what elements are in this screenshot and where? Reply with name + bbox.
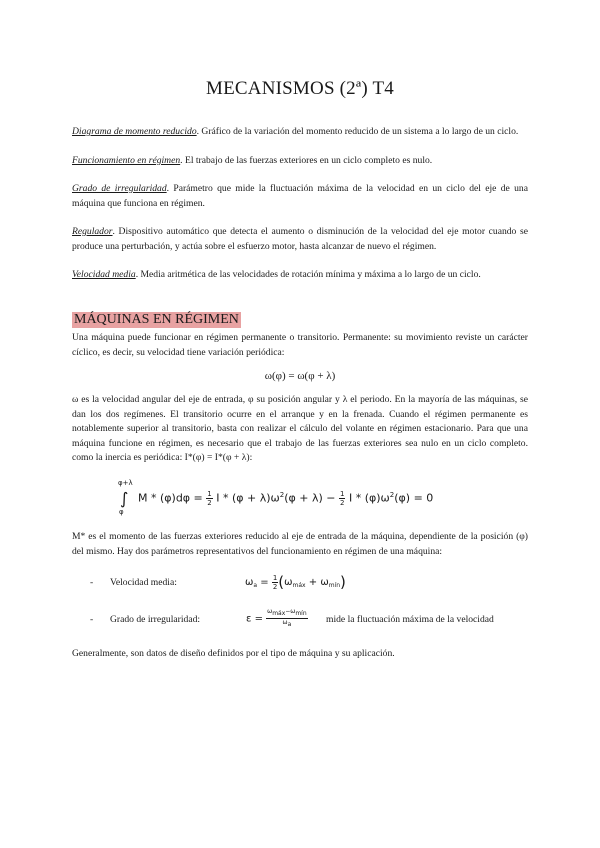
- mean-velocity-formula: $\omega_a$ = $\frac{1}{2}$ $(\omega_{máx} + \omega_{mín})$: [245, 573, 346, 591]
- definition-item: [72, 225, 528, 254]
- definition-text: . Media aritmética de las velocidades de rotación mínima y máxima a lo largo de un ciclo.: [135, 269, 481, 280]
- param-label: Velocidad media:: [110, 577, 177, 588]
- page-title: MECANISMOS (2ª) T4: [206, 78, 394, 99]
- half-fraction: $\frac{1}{2}$: [207, 490, 212, 507]
- closing-paragraph: Generalmente, son datos de diseño definidos por el tipo de máquina y su aplicación.: [72, 648, 395, 659]
- definition-term: Diagrama de momento reducido: [72, 126, 197, 137]
- definition-item: [72, 154, 528, 169]
- definition-text: . Gráfico de la variación del momento reducido de un sistema a lo largo de un ciclo.: [196, 126, 519, 137]
- periodicity-equation: ω(φ) = ω(φ + λ): [264, 370, 336, 382]
- definition-item: [72, 268, 528, 283]
- definition-item: [72, 182, 528, 211]
- definition-item: [72, 125, 528, 140]
- param-note: mide la fluctuación máxima de la velocidad: [326, 614, 494, 625]
- lower-limit: φ: [119, 508, 124, 516]
- work-integral-equation: φ+λ ∫ φ M * (φ)dφ = $\frac{1}{2}$ $I * (\varphi + \lambda)\omega^2(\varphi + \lambda)$ − $\frac{1}{2}$ $I * (\varphi)\omega^2(\varphi) = 0$: [118, 479, 434, 516]
- section-intro: Una máquina puede funcionar en régimen permanente o transitorio. Permanente: su movimiento reviste un carácter cíclico, es decir, su velocidad tiene variación periódica:: [72, 332, 528, 358]
- integral-body: M * (φ)dφ = $\frac{1}{2}$ $I * (\varphi + \lambda)\omega^2(\varphi + \lambda)$ − $\frac{1}{2}$ $I * (\varphi)\omega^2(\varphi) = 0$: [138, 490, 434, 507]
- definition-term: Regulador: [72, 226, 113, 237]
- upper-limit: φ+λ: [118, 479, 133, 487]
- definition-text: . Parámetro que mide la fluctuación máxima de la velocidad en un ciclo del eje de una máquina que funciona en régimen.: [72, 183, 528, 209]
- irregularity-formula: ε = $\frac{\text{ωmáx−ωmín}}{\omega a}$: [246, 608, 307, 628]
- section-paragraph: ω es la velocidad angular del eje de entrada, φ su posición angular y λ el periodo. En la mayoría de las máquinas, se dan los dos regímenes. El transitorio ocurre en el arranque y en la frenada. Cuando el régimen permanente es notablemente superior al transitorio, basta con realizar el cálculo del volante en régimen estacionario. Para que una máquina funcione en régimen, es necesario que el trabajo de las fuerzas exteriores sea nulo en un ciclo completo. como la inercia es periódica: I*(φ) = I*(φ + λ):: [72, 394, 528, 463]
- section-paragraph: M* es el momento de las fuerzas exteriores reducido al eje de entrada de la máquina, dependiente de la posición (φ) del mismo. Hay dos parámetros representativos del funcionamiento en régimen de una máquina:: [72, 531, 528, 557]
- param-label: Grado de irregularidad:: [110, 614, 201, 625]
- section-heading: MÁQUINAS EN RÉGIMEN: [74, 312, 239, 327]
- definition-term: Grado de irregularidad: [72, 183, 167, 194]
- definition-term: Velocidad media: [72, 269, 136, 280]
- definition-term: Funcionamiento en régimen: [72, 154, 181, 166]
- half-fraction: $\frac{1}{2}$: [340, 490, 345, 507]
- definition-text: . Dispositivo automático que detecta el aumento o disminución de la velocidad del eje motor cuando se produce una perturbación, y actúa sobre el esfuerzo motor, hasta alcanzar de nuevo el régimen.: [72, 226, 528, 252]
- definitions-list: [72, 125, 528, 297]
- definition-text: . El trabajo de las fuerzas exteriores en un ciclo completo es nulo.: [180, 154, 433, 166]
